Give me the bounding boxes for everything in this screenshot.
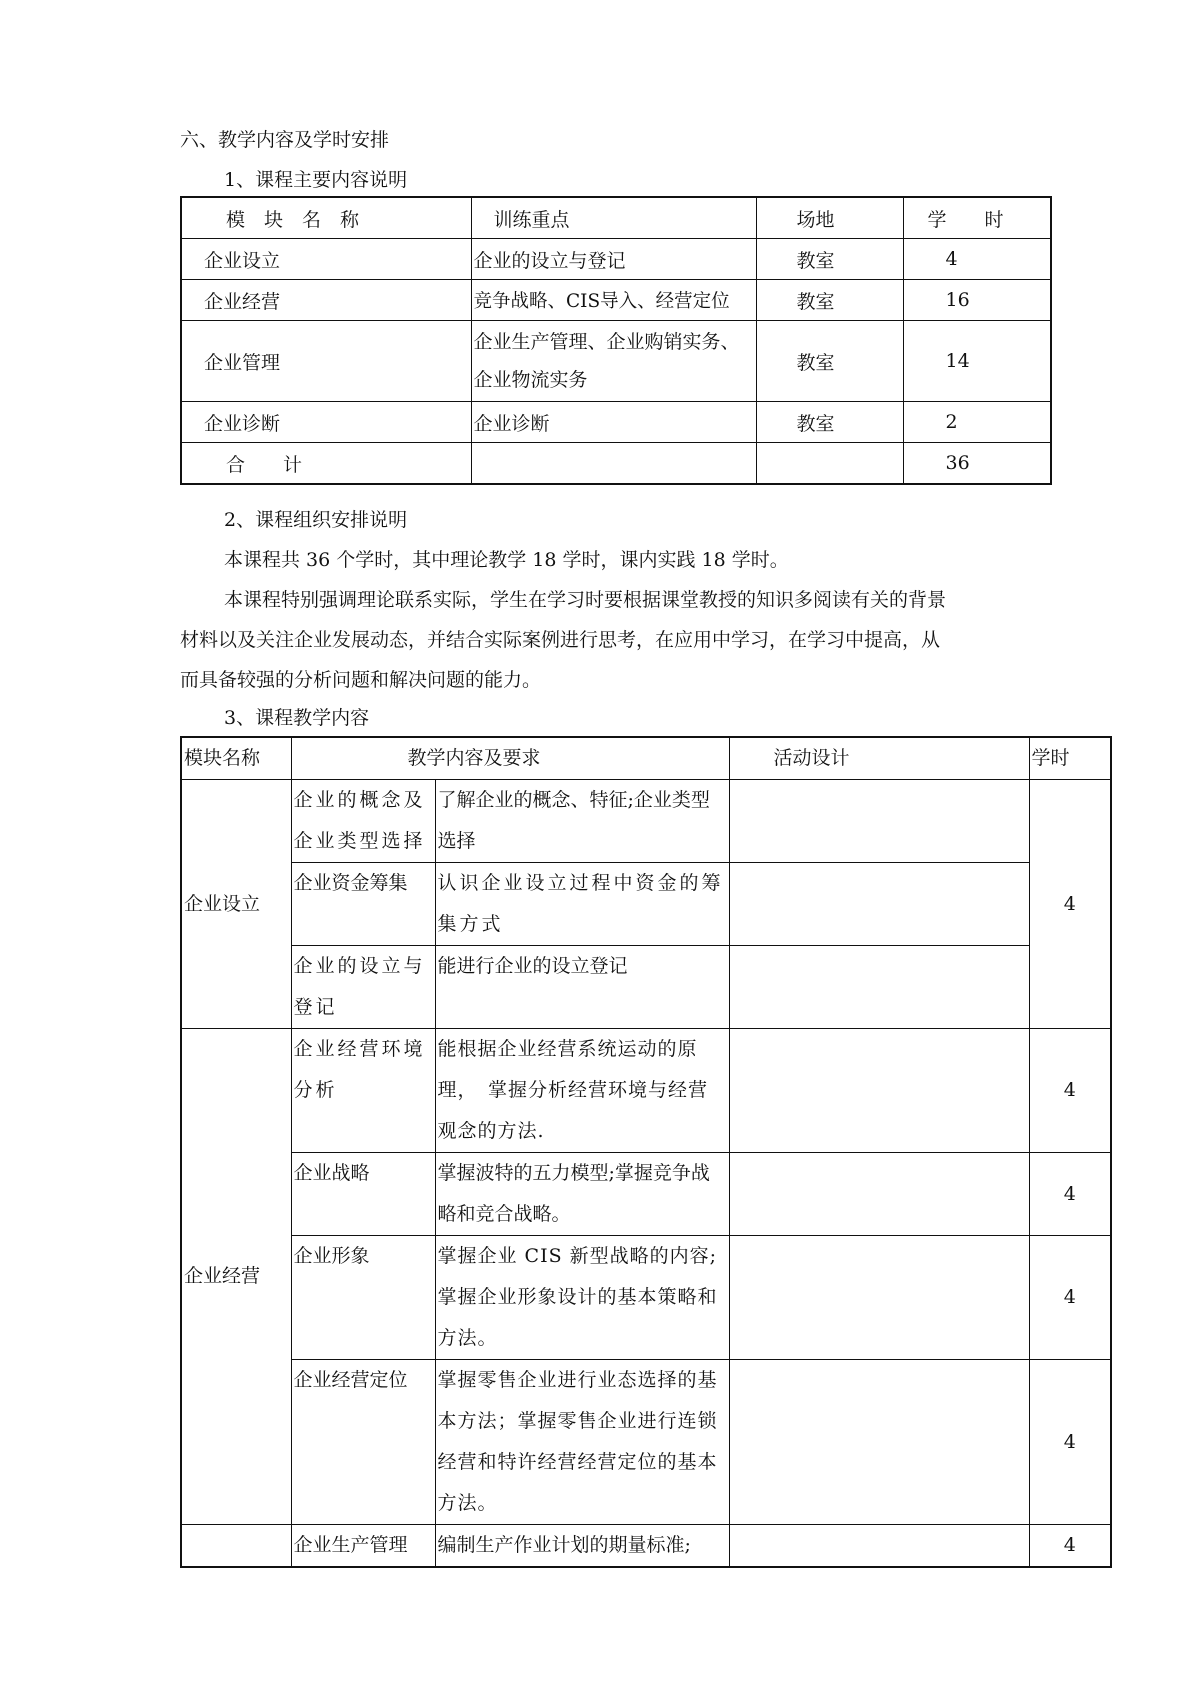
topic: 企业形象 [291, 1236, 435, 1360]
module-name: 企业设立 [181, 239, 471, 280]
requirement: 编制生产作业计划的期量标准; [435, 1525, 729, 1568]
paragraph-emphasis-line3: 而具备较强的分析问题和解决问题的能力。 [180, 669, 542, 691]
table-row [181, 1360, 1111, 1525]
topic: 企业的设立与登记 [291, 946, 435, 1029]
table-row [181, 1525, 1111, 1568]
topic: 企业经营环境分析 [291, 1029, 435, 1153]
paragraph-hours: 本课程共 36 个学时，其中理论教学 18 学时，课内实践 18 学时。 [224, 549, 789, 571]
activity [729, 780, 1029, 863]
subheading-organization: 2、课程组织安排说明 [224, 509, 408, 531]
table-row [181, 321, 1051, 402]
requirement: 能根据企业经营系统运动的原理， 掌握分析经营环境与经营观念的方法. [435, 1029, 729, 1153]
table-total-row [181, 443, 1051, 485]
total-label: 合 计 [181, 443, 471, 485]
hours: 4 [1029, 1029, 1111, 1153]
header-hours: 学时 [1029, 737, 1111, 780]
topic: 企业经营定位 [291, 1360, 435, 1525]
training-focus: 竞争战略、CIS导入、经营定位 [471, 280, 756, 321]
topic: 企业生产管理 [291, 1525, 435, 1568]
activity [729, 863, 1029, 946]
hours: 4 [1029, 1153, 1111, 1236]
table-row [181, 1236, 1111, 1360]
total-hours: 36 [903, 443, 1051, 485]
requirement: 能进行企业的设立登记 [435, 946, 729, 1029]
module-name: 企业经营 [181, 280, 471, 321]
hours: 4 [903, 239, 1051, 280]
venue: 教室 [756, 239, 903, 280]
module-name: 企业诊断 [181, 402, 471, 443]
header-module-name: 模 块 名 称 [181, 197, 471, 239]
topic: 企业资金筹集 [291, 863, 435, 946]
table-row [181, 863, 1111, 946]
module-name: 企业管理 [181, 321, 471, 402]
teaching-content-table [180, 736, 1112, 1568]
table-row [181, 280, 1051, 321]
module-name: 企业经营 [181, 1029, 291, 1525]
activity [729, 1029, 1029, 1153]
requirement: 掌握企业 CIS 新型战略的内容;掌握企业形象设计的基本策略和方法。 [435, 1236, 729, 1360]
hours: 16 [903, 280, 1051, 321]
table-row [181, 402, 1051, 443]
hours: 2 [903, 402, 1051, 443]
training-focus: 企业的设立与登记 [471, 239, 756, 280]
topic: 企业战略 [291, 1153, 435, 1236]
requirement: 掌握零售企业进行业态选择的基本方法；掌握零售企业进行连锁经营和特许经营经营定位的基本方法。 [435, 1360, 729, 1525]
training-focus [471, 443, 756, 485]
table-row [181, 239, 1051, 280]
hours: 14 [903, 321, 1051, 402]
course-content-table [180, 196, 1052, 485]
header-content-requirements: 教学内容及要求 [291, 737, 729, 780]
section-heading: 六、教学内容及学时安排 [180, 129, 390, 151]
activity [729, 1525, 1029, 1568]
header-module-name: 模块名称 [181, 737, 291, 780]
header-venue: 场地 [756, 197, 903, 239]
requirement: 认识企业设立过程中资金的筹集方式 [435, 863, 729, 946]
table-row [181, 1153, 1111, 1236]
training-focus: 企业生产管理、企业购销实务、企业物流实务 [471, 321, 756, 402]
subheading-teaching-content: 3、课程教学内容 [224, 707, 370, 729]
table-row [181, 780, 1111, 863]
requirement: 了解企业的概念、特征;企业类型选择 [435, 780, 729, 863]
venue: 教室 [756, 402, 903, 443]
activity [729, 1360, 1029, 1525]
hours: 4 [1029, 780, 1111, 1029]
module-name: 企业设立 [181, 780, 291, 1029]
activity [729, 1236, 1029, 1360]
activity [729, 1153, 1029, 1236]
module-name [181, 1525, 291, 1568]
table-row [181, 1029, 1111, 1153]
requirement: 掌握波特的五力模型;掌握竞争战略和竞合战略。 [435, 1153, 729, 1236]
table-header-row [181, 197, 1051, 239]
venue: 教室 [756, 321, 903, 402]
training-focus: 企业诊断 [471, 402, 756, 443]
paragraph-emphasis-line1: 本课程特别强调理论联系实际，学生在学习时要根据课堂教授的知识多阅读有关的背景 [224, 589, 947, 611]
header-training-focus: 训练重点 [471, 197, 756, 239]
header-activity-design: 活动设计 [729, 737, 1029, 780]
header-hours: 学 时 [903, 197, 1051, 239]
table-row [181, 946, 1111, 1029]
paragraph-emphasis-line2: 材料以及关注企业发展动态，并结合实际案例进行思考，在应用中学习，在学习中提高，从 [180, 629, 941, 651]
activity [729, 946, 1029, 1029]
table-header-row [181, 737, 1111, 780]
hours: 4 [1029, 1360, 1111, 1525]
topic: 企业的概念及企业类型选择 [291, 780, 435, 863]
hours: 4 [1029, 1236, 1111, 1360]
subheading-content-overview: 1、课程主要内容说明 [224, 169, 408, 191]
venue: 教室 [756, 280, 903, 321]
venue [756, 443, 903, 485]
hours: 4 [1029, 1525, 1111, 1568]
